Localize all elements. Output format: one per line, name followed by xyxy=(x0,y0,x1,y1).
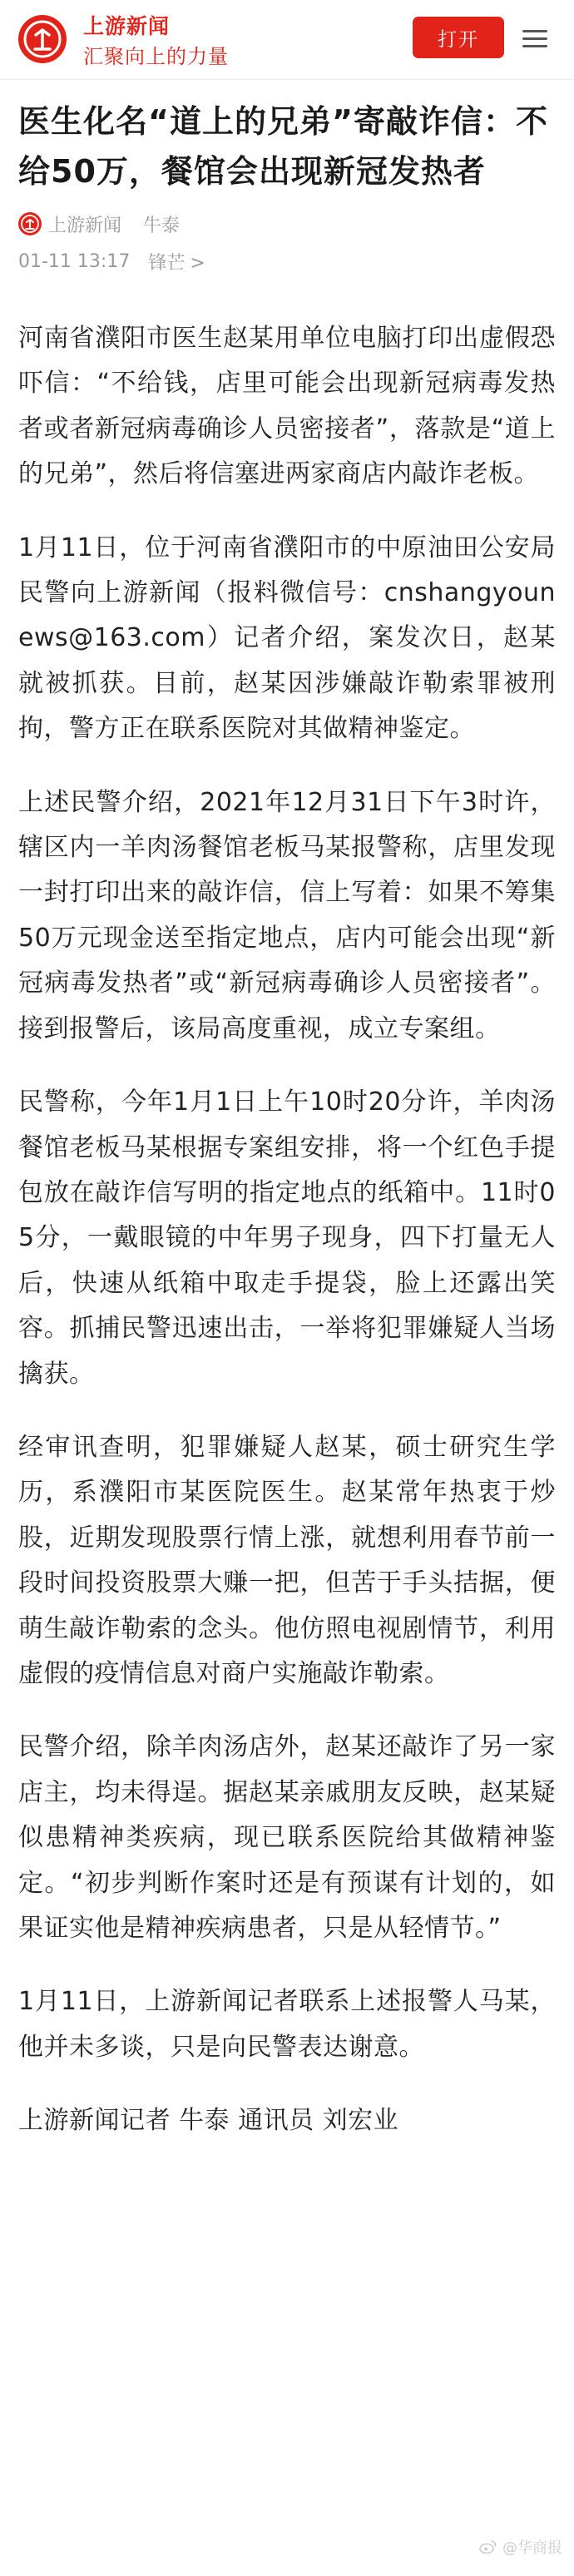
hamburger-menu-icon[interactable] xyxy=(519,25,552,53)
article-paragraph: 1月11日，上游新闻记者联系上述报警人马某，他并未多谈，只是向民警表达谢意。 xyxy=(18,1987,556,2062)
source-logo-icon xyxy=(18,212,42,235)
author-name: 牛泰 xyxy=(143,215,181,236)
weibo-icon xyxy=(479,2539,497,2554)
brand-slogan: 汇聚向上的力量 xyxy=(83,45,229,68)
article-paragraph: 河南省濮阳市医生赵某用单位电脑打印出虚假恐吓信：“不给钱，店里可能会出现新冠病毒发热者或者新冠病毒确诊人员密接者”，落款是“道上的兄弟”，然后将信塞进两家商店内敲诈老板。 xyxy=(18,324,556,489)
article-byline: 上游新闻记者 牛泰 通讯员 刘宏业 xyxy=(18,2106,399,2136)
menu-bar-middle xyxy=(522,37,547,40)
source-name[interactable]: 上游新闻 xyxy=(48,215,122,236)
open-app-button[interactable]: 打开 xyxy=(413,17,504,58)
article-body xyxy=(18,316,556,2144)
publish-time: 01-11 13:17 xyxy=(18,250,131,272)
article-paragraph: 经审讯查明，犯罪嫌疑人赵某，硕士研究生学历，系濮阳市某医院医生。赵某常年热衷于炒股，近期发现股票行情上涨，就想利用春节前一段时间投资股票大赚一把，但苦于手头拮据，便萌生敲诈勒索的念头。他仿照电视剧情节，利用虚假的疫情信息对商户实施敲诈勒索。 xyxy=(18,1432,556,1688)
brand-name: 上游新闻 xyxy=(83,14,171,38)
article-paragraph: 上述民警介绍，2021年12月31日下午3时许，辖区内一羊肉汤餐馆老板马某报警称，店里发现一封打印出来的敲诈信，信上写着：如果不筹集50万元现金送至指定地点，店内可能会出现“新冠病毒发热者”或“新冠病毒确诊人员密接者”。接到报警后，该局高度重视，成立专案组。 xyxy=(18,787,556,1043)
article-paragraph: 民警称，今年1月1日上午10时20分许，羊肉汤餐馆老板马某根据专案组安排，将一个红色手提包放在敲诈信写明的指定地点的纸箱中。11时05分，一戴眼镜的中年男子现身，四下打量无人后，快速从纸箱中取走手提袋，脸上还露出笑容。抓捕民警迅速出击，一举将犯罪嫌疑人当场擒获。 xyxy=(18,1087,556,1389)
article-paragraph: 民警介绍，除羊肉汤店外，赵某还敲诈了另一家店主，均未得逞。据赵某亲戚朋友反映，赵某疑似患精神类疾病，现已联系医院给其做精神鉴定。“初步判断作案时还是有预谋有计划的，如果证实他是精神疾病患者，只是从轻情节。” xyxy=(18,1732,556,1943)
watermark xyxy=(479,2536,562,2558)
watermark-text: @华商报 xyxy=(502,2539,562,2557)
menu-bar-bottom xyxy=(522,45,547,47)
menu-bar-top xyxy=(522,30,547,32)
meta-row xyxy=(18,245,556,278)
channel-link[interactable] xyxy=(148,249,205,275)
source-logo-glyph xyxy=(18,212,42,235)
article-paragraph: 1月11日，位于河南省濮阳市的中原油田公安局民警向上游新闻（报料微信号：cnshangyounews@163.com）记者介绍，案发次日，赵某就被抓获。目前，赵某因涉嫌敲诈勒索罪被刑拘，警方正在联系医院对其做精神鉴定。 xyxy=(18,533,556,744)
channel-link-label: 锋芒 xyxy=(148,252,186,274)
weibo-glyph xyxy=(479,2539,497,2554)
shangyou-logo-icon[interactable] xyxy=(18,15,67,63)
article-title: 医生化名“道上的兄弟”寄敲诈信：不给50万，餐馆会出现新冠发热者 xyxy=(18,103,548,190)
shangyou-logo-glyph xyxy=(18,15,67,63)
app-header xyxy=(0,0,574,80)
article xyxy=(0,80,574,2172)
source-row xyxy=(18,208,556,240)
chevron-right-icon: > xyxy=(190,252,205,274)
